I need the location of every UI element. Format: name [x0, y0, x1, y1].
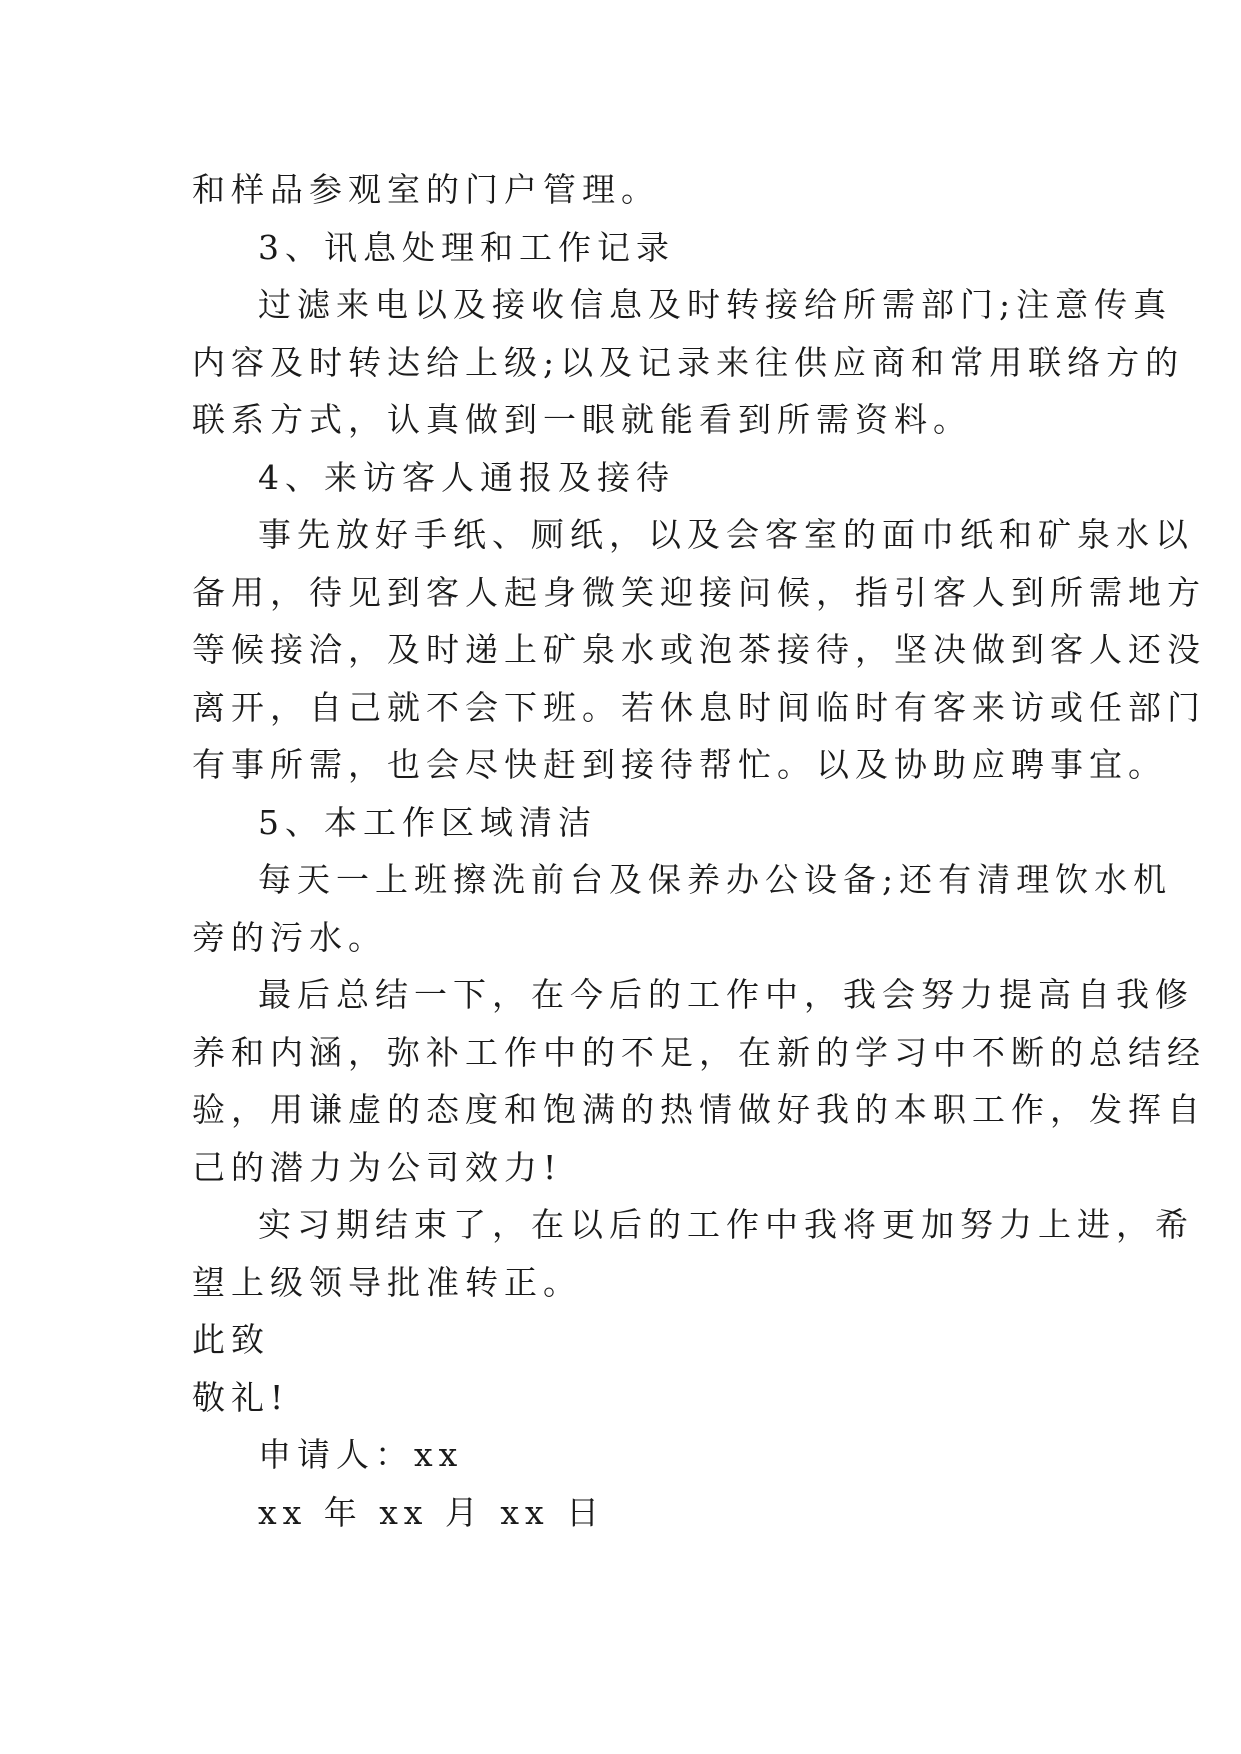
text-line: 每天一上班擦洗前台及保养办公设备;还有清理饮水机 [258, 860, 1173, 899]
text-line: 养和内涵，弥补工作中的不足，在新的学习中不断的总结经 [192, 1032, 1206, 1072]
text-line: 和样品参观室的门户管理。 [192, 170, 660, 209]
section-heading: 4、来访客人通报及接待 [258, 457, 675, 497]
date-line: xx 年 xx 月 xx 日 [258, 1492, 606, 1532]
section-heading: 5、本工作区域清洁 [258, 802, 597, 842]
text-line: 望上级领导批准转正。 [192, 1262, 582, 1302]
text-line: 过滤来电以及接收信息及时转接给所需部门;注意传真 [258, 285, 1173, 324]
text-line: 备用，待见到客人起身微笑迎接问候，指引客人到所需地方 [192, 572, 1206, 612]
section-heading: 3、讯息处理和工作记录 [258, 227, 675, 267]
applicant-line: 申请人：xx [258, 1435, 464, 1474]
text-line: 事先放好手纸、厕纸，以及会客室的面巾纸和矿泉水以 [258, 515, 1194, 554]
text-line: 等候接洽，及时递上矿泉水或泡茶接待，坚决做到客人还没 [192, 630, 1206, 669]
text-line: 验，用谦虚的态度和饱满的热情做好我的本职工作，发挥自 [192, 1090, 1206, 1129]
closing-salutation: 此致 [192, 1320, 270, 1359]
text-line: 有事所需，也会尽快赶到接待帮忙。以及协助应聘事宜。 [192, 745, 1167, 784]
closing-regards: 敬礼! [192, 1377, 290, 1417]
text-line: 旁的污水。 [192, 917, 387, 957]
text-line: 离开，自己就不会下班。若休息时间临时有客来访或任部门 [192, 687, 1206, 727]
text-line: 联系方式，认真做到一眼就能看到所需资料。 [192, 400, 972, 439]
text-line: 己的潜力为公司效力! [192, 1147, 563, 1187]
text-line: 最后总结一下，在今后的工作中，我会努力提高自我修 [258, 975, 1194, 1014]
text-line: 实习期结束了，在以后的工作中我将更加努力上进，希 [258, 1205, 1194, 1244]
text-line: 内容及时转达给上级;以及记录来往供应商和常用联络方的 [192, 342, 1185, 382]
document-body [192, 161, 1206, 1541]
